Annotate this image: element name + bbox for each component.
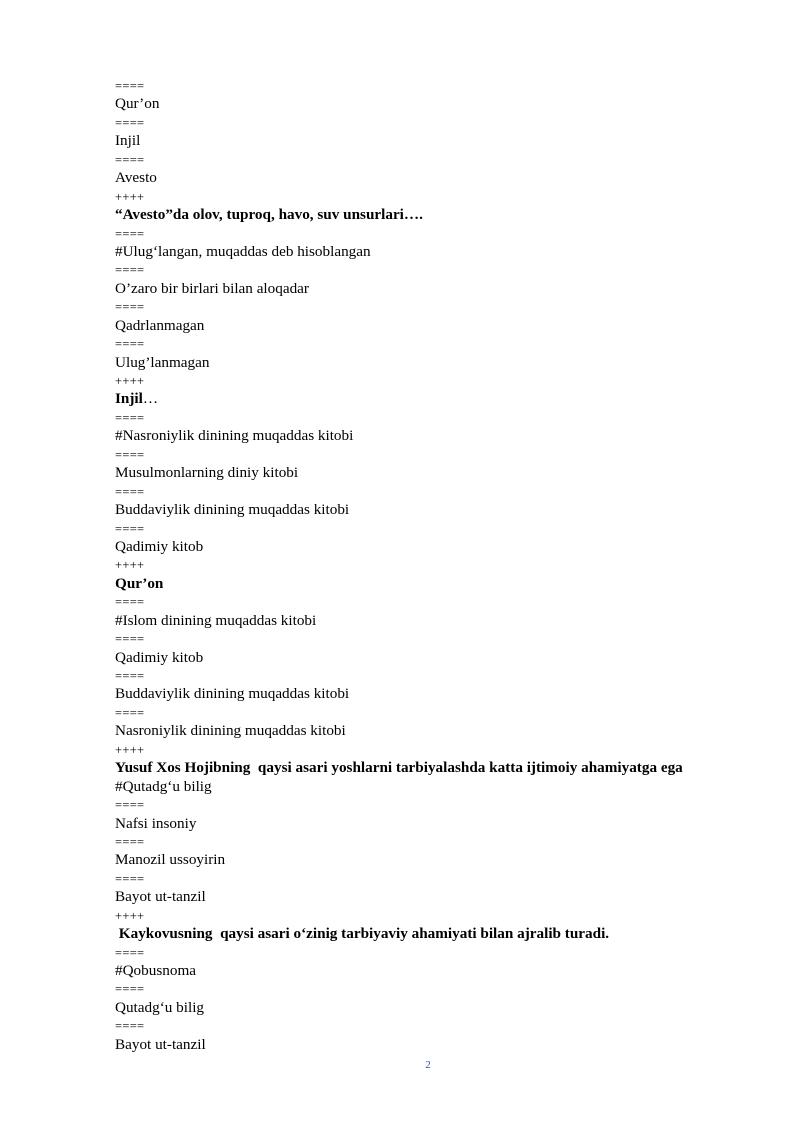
line-text: ++++ — [115, 558, 145, 573]
answer-option — [115, 1036, 755, 1054]
line-text: ==== — [115, 982, 145, 997]
separator-line — [115, 630, 755, 648]
line-text: Musulmonlarning diniy kitobi — [115, 464, 299, 482]
line-text: ++++ — [115, 189, 145, 204]
line-text: ==== — [115, 595, 145, 610]
separator-line — [115, 704, 755, 722]
answer-option — [115, 851, 755, 869]
separator-line — [115, 556, 755, 574]
answer-option — [115, 888, 755, 906]
separator-line — [115, 151, 755, 169]
answer-option — [115, 354, 755, 372]
answer-option — [115, 243, 755, 261]
answer-option — [115, 612, 755, 630]
line-text: ==== — [115, 300, 145, 315]
separator-line — [115, 483, 755, 501]
line-text: ==== — [115, 521, 145, 536]
line-text: Qadimiy kitob — [115, 648, 204, 666]
line-text: Nasroniylik dinining muqaddas kitobi — [115, 722, 346, 740]
separator-line — [115, 980, 755, 998]
line-text: Qadrlanmagan — [115, 316, 205, 334]
line-text: Buddaviylik dinining muqaddas kitobi — [115, 685, 350, 703]
line-text: Bayot ut-tanzil — [115, 1035, 206, 1053]
answer-option — [115, 778, 755, 796]
line-text: ==== — [115, 945, 145, 960]
separator-line — [115, 446, 755, 464]
separator-line — [115, 188, 755, 206]
line-text: Qur’on — [115, 95, 160, 113]
line-text: ==== — [115, 484, 145, 499]
line-text: Injil — [115, 132, 141, 150]
separator-line — [115, 372, 755, 390]
line-text: Qadimiy kitob — [115, 537, 204, 555]
line-text: #Ulug‘langan, muqaddas deb hisoblangan — [115, 242, 371, 260]
answer-option — [115, 962, 755, 980]
answer-option — [115, 317, 755, 335]
line-text: #Nasroniylik dinining muqaddas kitobi — [115, 427, 354, 445]
answer-option — [115, 815, 755, 833]
line-text: #Islom dinining muqaddas kitobi — [115, 611, 317, 629]
separator-line — [115, 944, 755, 962]
page-number: 2 — [425, 1059, 431, 1071]
line-text: ++++ — [115, 908, 145, 923]
answer-option — [115, 538, 755, 556]
line-text: ++++ — [115, 742, 145, 757]
separator-line — [115, 833, 755, 851]
answer-option — [115, 722, 755, 740]
separator-line — [115, 593, 755, 611]
line-text: Manozil ussoyirin — [115, 851, 226, 869]
question-text — [115, 390, 755, 408]
separator-line — [115, 907, 755, 925]
line-text: ==== — [115, 798, 145, 813]
answer-option — [115, 427, 755, 445]
line-text: Yusuf Xos Hojibning qaysi asari yoshlarni tarbiyalashda katta ijtimoiy ahamiyatga ega — [115, 759, 683, 777]
line-text: ==== — [115, 705, 145, 720]
document-body — [115, 77, 755, 1054]
line-text: ==== — [115, 79, 145, 93]
line-text: #Qutadg‘u bilig — [115, 777, 212, 795]
question-text — [115, 759, 755, 777]
separator-line — [115, 77, 755, 95]
line-text: ==== — [115, 337, 145, 352]
line-text: ==== — [115, 1019, 145, 1034]
separator-line — [115, 409, 755, 427]
line-text: ==== — [115, 115, 145, 130]
line-text: ==== — [115, 226, 145, 241]
line-text: ==== — [115, 410, 145, 425]
separator-line — [115, 667, 755, 685]
line-text: ==== — [115, 669, 145, 683]
answer-option — [115, 132, 755, 150]
answer-option — [115, 501, 755, 519]
line-text: ==== — [115, 152, 145, 167]
separator-line — [115, 114, 755, 132]
question-text — [115, 925, 755, 943]
separator-line — [115, 796, 755, 814]
answer-option — [115, 999, 755, 1017]
answer-option — [115, 685, 755, 703]
line-text: O’zaro bir birlari bilan aloqadar — [115, 279, 309, 297]
line-text: Ulug’lanmagan — [115, 353, 210, 371]
separator-line — [115, 225, 755, 243]
line-text: ==== — [115, 263, 145, 278]
separator-line — [115, 520, 755, 538]
line-text: Qur’on — [115, 574, 164, 592]
line-text: Avesto — [115, 169, 157, 187]
answer-option — [115, 169, 755, 187]
line-text: Buddaviylik dinining muqaddas kitobi — [115, 501, 350, 519]
line-text: ==== — [115, 834, 145, 849]
separator-line — [115, 870, 755, 888]
line-text: Qutadg‘u bilig — [115, 998, 205, 1016]
line-text: #Qobusnoma — [115, 962, 196, 979]
separator-line — [115, 298, 755, 316]
line-text: Injil — [115, 390, 143, 408]
answer-option — [115, 649, 755, 667]
line-text: ==== — [115, 632, 145, 647]
answer-option — [115, 464, 755, 482]
line-text: Kaykovusning qaysi asari o‘zinig tarbiyaviy ahamiyati bilan ajralib turadi. — [115, 925, 610, 943]
line-text: ++++ — [115, 374, 145, 388]
line-text: ==== — [115, 871, 145, 886]
line-text: Nafsi insoniy — [115, 814, 197, 832]
separator-line — [115, 261, 755, 279]
question-text — [115, 206, 755, 224]
question-text — [115, 575, 755, 593]
line-text: Bayot ut-tanzil — [115, 888, 206, 906]
separator-line — [115, 335, 755, 353]
line-text: “Avesto”da olov, tuproq, havo, suv unsurlari…. — [115, 206, 423, 224]
separator-line — [115, 741, 755, 759]
separator-line — [115, 1017, 755, 1035]
line-suffix: … — [142, 390, 159, 408]
answer-option — [115, 95, 755, 113]
line-text: ==== — [115, 447, 145, 462]
answer-option — [115, 280, 755, 298]
